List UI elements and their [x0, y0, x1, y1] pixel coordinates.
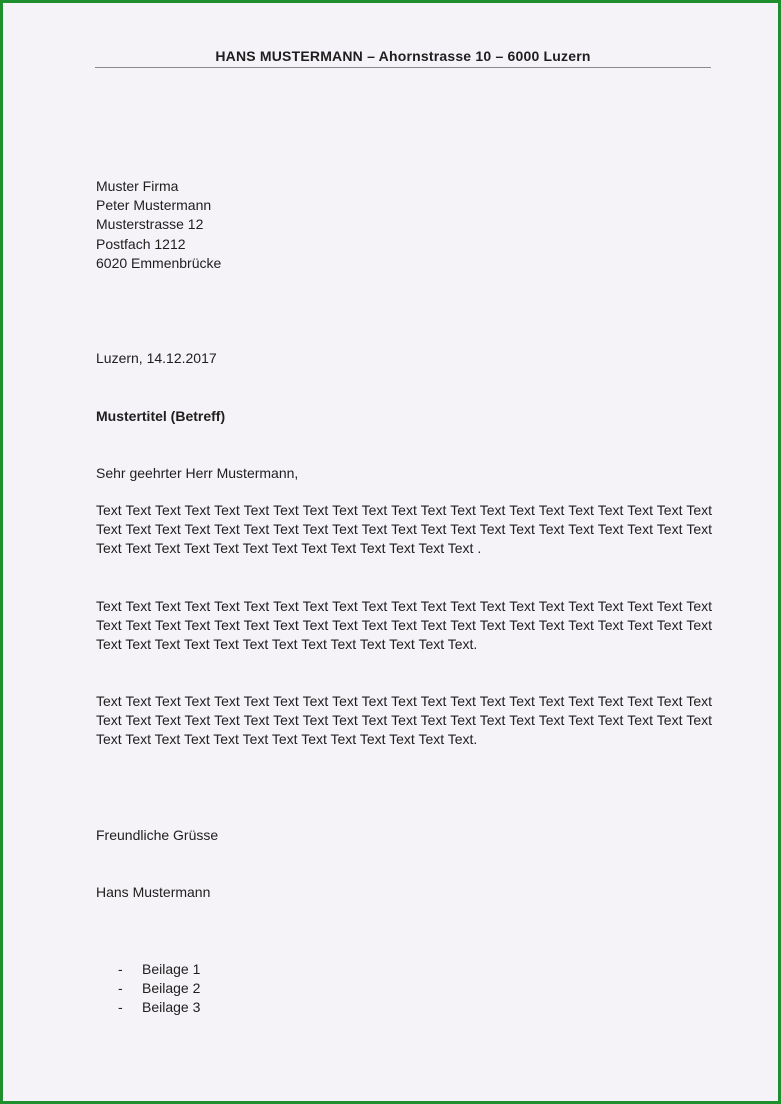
attachment-bullet: -	[118, 999, 123, 1016]
attachment-bullet: -	[118, 961, 123, 977]
recipient-line-city: 6020 Emmenbrücke	[96, 254, 222, 271]
letter-closing: Freundliche Grüsse	[96, 827, 219, 843]
letter-salutation: Sehr geehrter Herr Mustermann,	[96, 465, 299, 481]
letter-date: Luzern, 14.12.2017	[96, 350, 217, 366]
attachment-item	[118, 998, 200, 1017]
attachment-label: Beilage 2	[142, 980, 201, 997]
attachment-item	[118, 979, 200, 998]
recipient-line-pobox: Postfach 1212	[96, 235, 186, 252]
body-paragraph-2: Text Text Text Text Text Text Text Text Text Text Text Text Text Text Text Text Text Text Text Text Text Text Text Text Text Text Text Text Text Text Text Text Text Text Text Text Text Text Text Text Text Text Text Text Text Text Text Text Text Text Text Text Text Text Text.	[96, 598, 712, 653]
letter-subject: Mustertitel (Betreff)	[96, 408, 226, 424]
letter-signature: Hans Mustermann	[96, 884, 211, 900]
recipient-line-name: Peter Mustermann	[96, 197, 212, 214]
recipient-line-street: Musterstrasse 12	[96, 216, 204, 233]
letterhead-divider	[95, 67, 711, 68]
letterhead: HANS MUSTERMANN – Ahornstrasse 10 – 6000 Luzern	[215, 48, 591, 64]
attachments-list	[118, 960, 200, 1018]
attachment-bullet: -	[118, 980, 123, 997]
attachment-label: Beilage 1	[142, 961, 201, 977]
attachment-item	[118, 960, 200, 979]
recipient-address	[96, 177, 221, 273]
recipient-line-company: Muster Firma	[96, 178, 179, 194]
body-paragraph-3: Text Text Text Text Text Text Text Text Text Text Text Text Text Text Text Text Text Text Text Text Text Text Text Text Text Text Text Text Text Text Text Text Text Text Text Text Text Text Text Text Text Text Text Text Text Text Text Text Text Text Text Text Text Text Text.	[96, 693, 712, 748]
attachment-label: Beilage 3	[142, 999, 201, 1016]
body-paragraph-1: Text Text Text Text Text Text Text Text Text Text Text Text Text Text Text Text Text Text Text Text Text Text Text Text Text Text Text Text Text Text Text Text Text Text Text Text Text Text Text Text Text Text Text Text Text Text Text Text Text Text Text Text Text Text Text .	[96, 502, 712, 557]
